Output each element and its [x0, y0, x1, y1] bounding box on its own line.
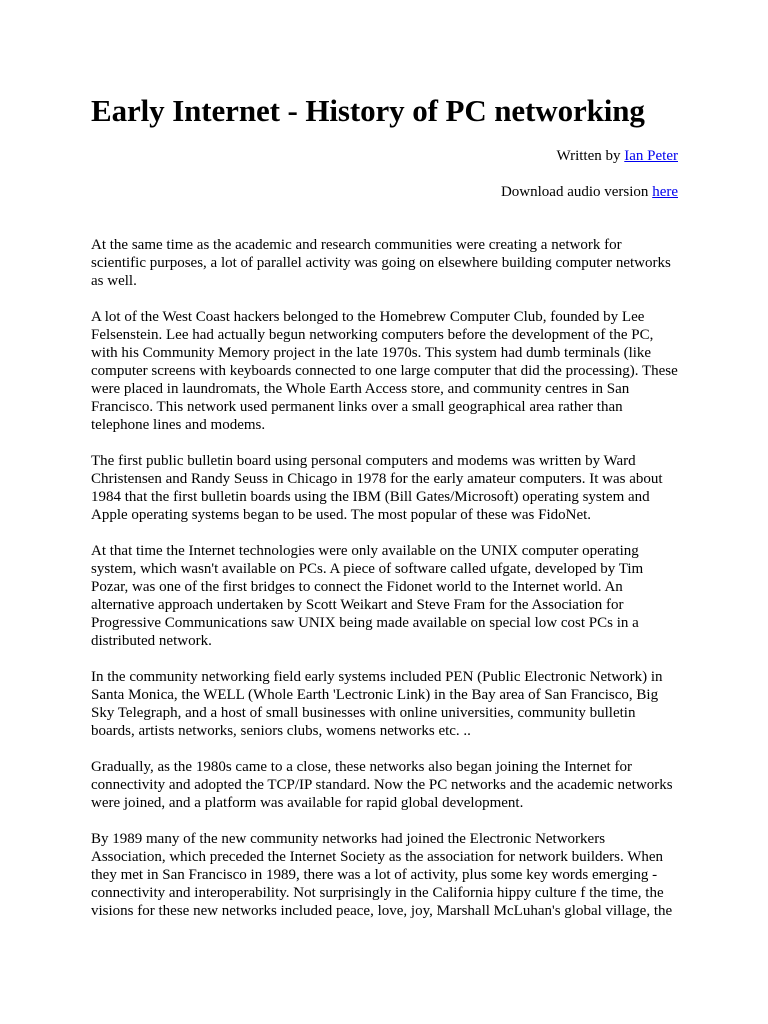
article-body	[91, 236, 678, 938]
author-link[interactable]: Ian Peter	[624, 148, 678, 164]
audio-download	[501, 183, 678, 201]
paragraph: At the same time as the academic and research communities were creating a network for scientific purposes, a lot of parallel activity was going on elsewhere building computer networks as well.	[91, 237, 671, 289]
audio-download-link[interactable]: here	[652, 184, 678, 200]
paragraph: Gradually, as the 1980s came to a close, these networks also began joining the Internet for connectivity and adopted the TCP/IP standard. Now the PC networks and the academic networks were joined, and a platform was available for rapid global development.	[91, 759, 673, 811]
page-title: Early Internet - History of PC networking	[91, 93, 645, 128]
paragraph: At that time the Internet technologies were only available on the UNIX computer operating system, which wasn't available on PCs. A piece of software called ufgate, developed by Tim Pozar, was one of the first bridges to connect the Fidonet world to the Internet world. An alternative approach undertaken by Scott Weikart and Steve Fram for the Association for Progressive Communications saw UNIX being made available on special low cost PCs in a distributed network.	[91, 543, 644, 649]
byline-prefix: Written by	[556, 148, 625, 164]
paragraph: A lot of the West Coast hackers belonged to the Homebrew Computer Club, founded by Lee Felsenstein. Lee had actually begun networking computers before the development of the PC, with his Community Memory project in the late 1970s. This system had dumb terminals (like computer screens with keyboards connected to one large computer that did the processing). These were placed in laundromats, the Whole Earth Access store, and community centres in San Francisco. This network used permanent links over a small geographical area rather than telephone lines and modems.	[91, 309, 678, 433]
paragraph: The first public bulletin board using personal computers and modems was written by Ward Christensen and Randy Seuss in Chicago in 1978 for the early amateur computers. It was about 1984 that the first bulletin boards using the IBM (Bill Gates/Microsoft) operating system and Apple operating systems began to be used. The most popular of these was FidoNet.	[91, 453, 663, 523]
audio-prefix: Download audio version	[500, 184, 653, 200]
paragraph: By 1989 many of the new community networks had joined the Electronic Networkers Association, which preceded the Internet Society as the association for network builders. When they met in San Francisco in 1989, there was a lot of activity, plus some key words emerging - connectivity and interoperability. Not surprisingly in the California hippy culture f the time, the visions for these new networks included peace, love, joy, Marshall McLuhan's global village, the	[91, 831, 673, 919]
paragraph: In the community networking field early systems included PEN (Public Electronic Network) in Santa Monica, the WELL (Whole Earth 'Lectronic Link) in the Bay area of San Francisco, Big Sky Telegraph, and a host of small businesses with online universities, community bulletin boards, artists networks, seniors clubs, womens networks etc. ..	[91, 669, 663, 739]
byline	[557, 147, 678, 165]
